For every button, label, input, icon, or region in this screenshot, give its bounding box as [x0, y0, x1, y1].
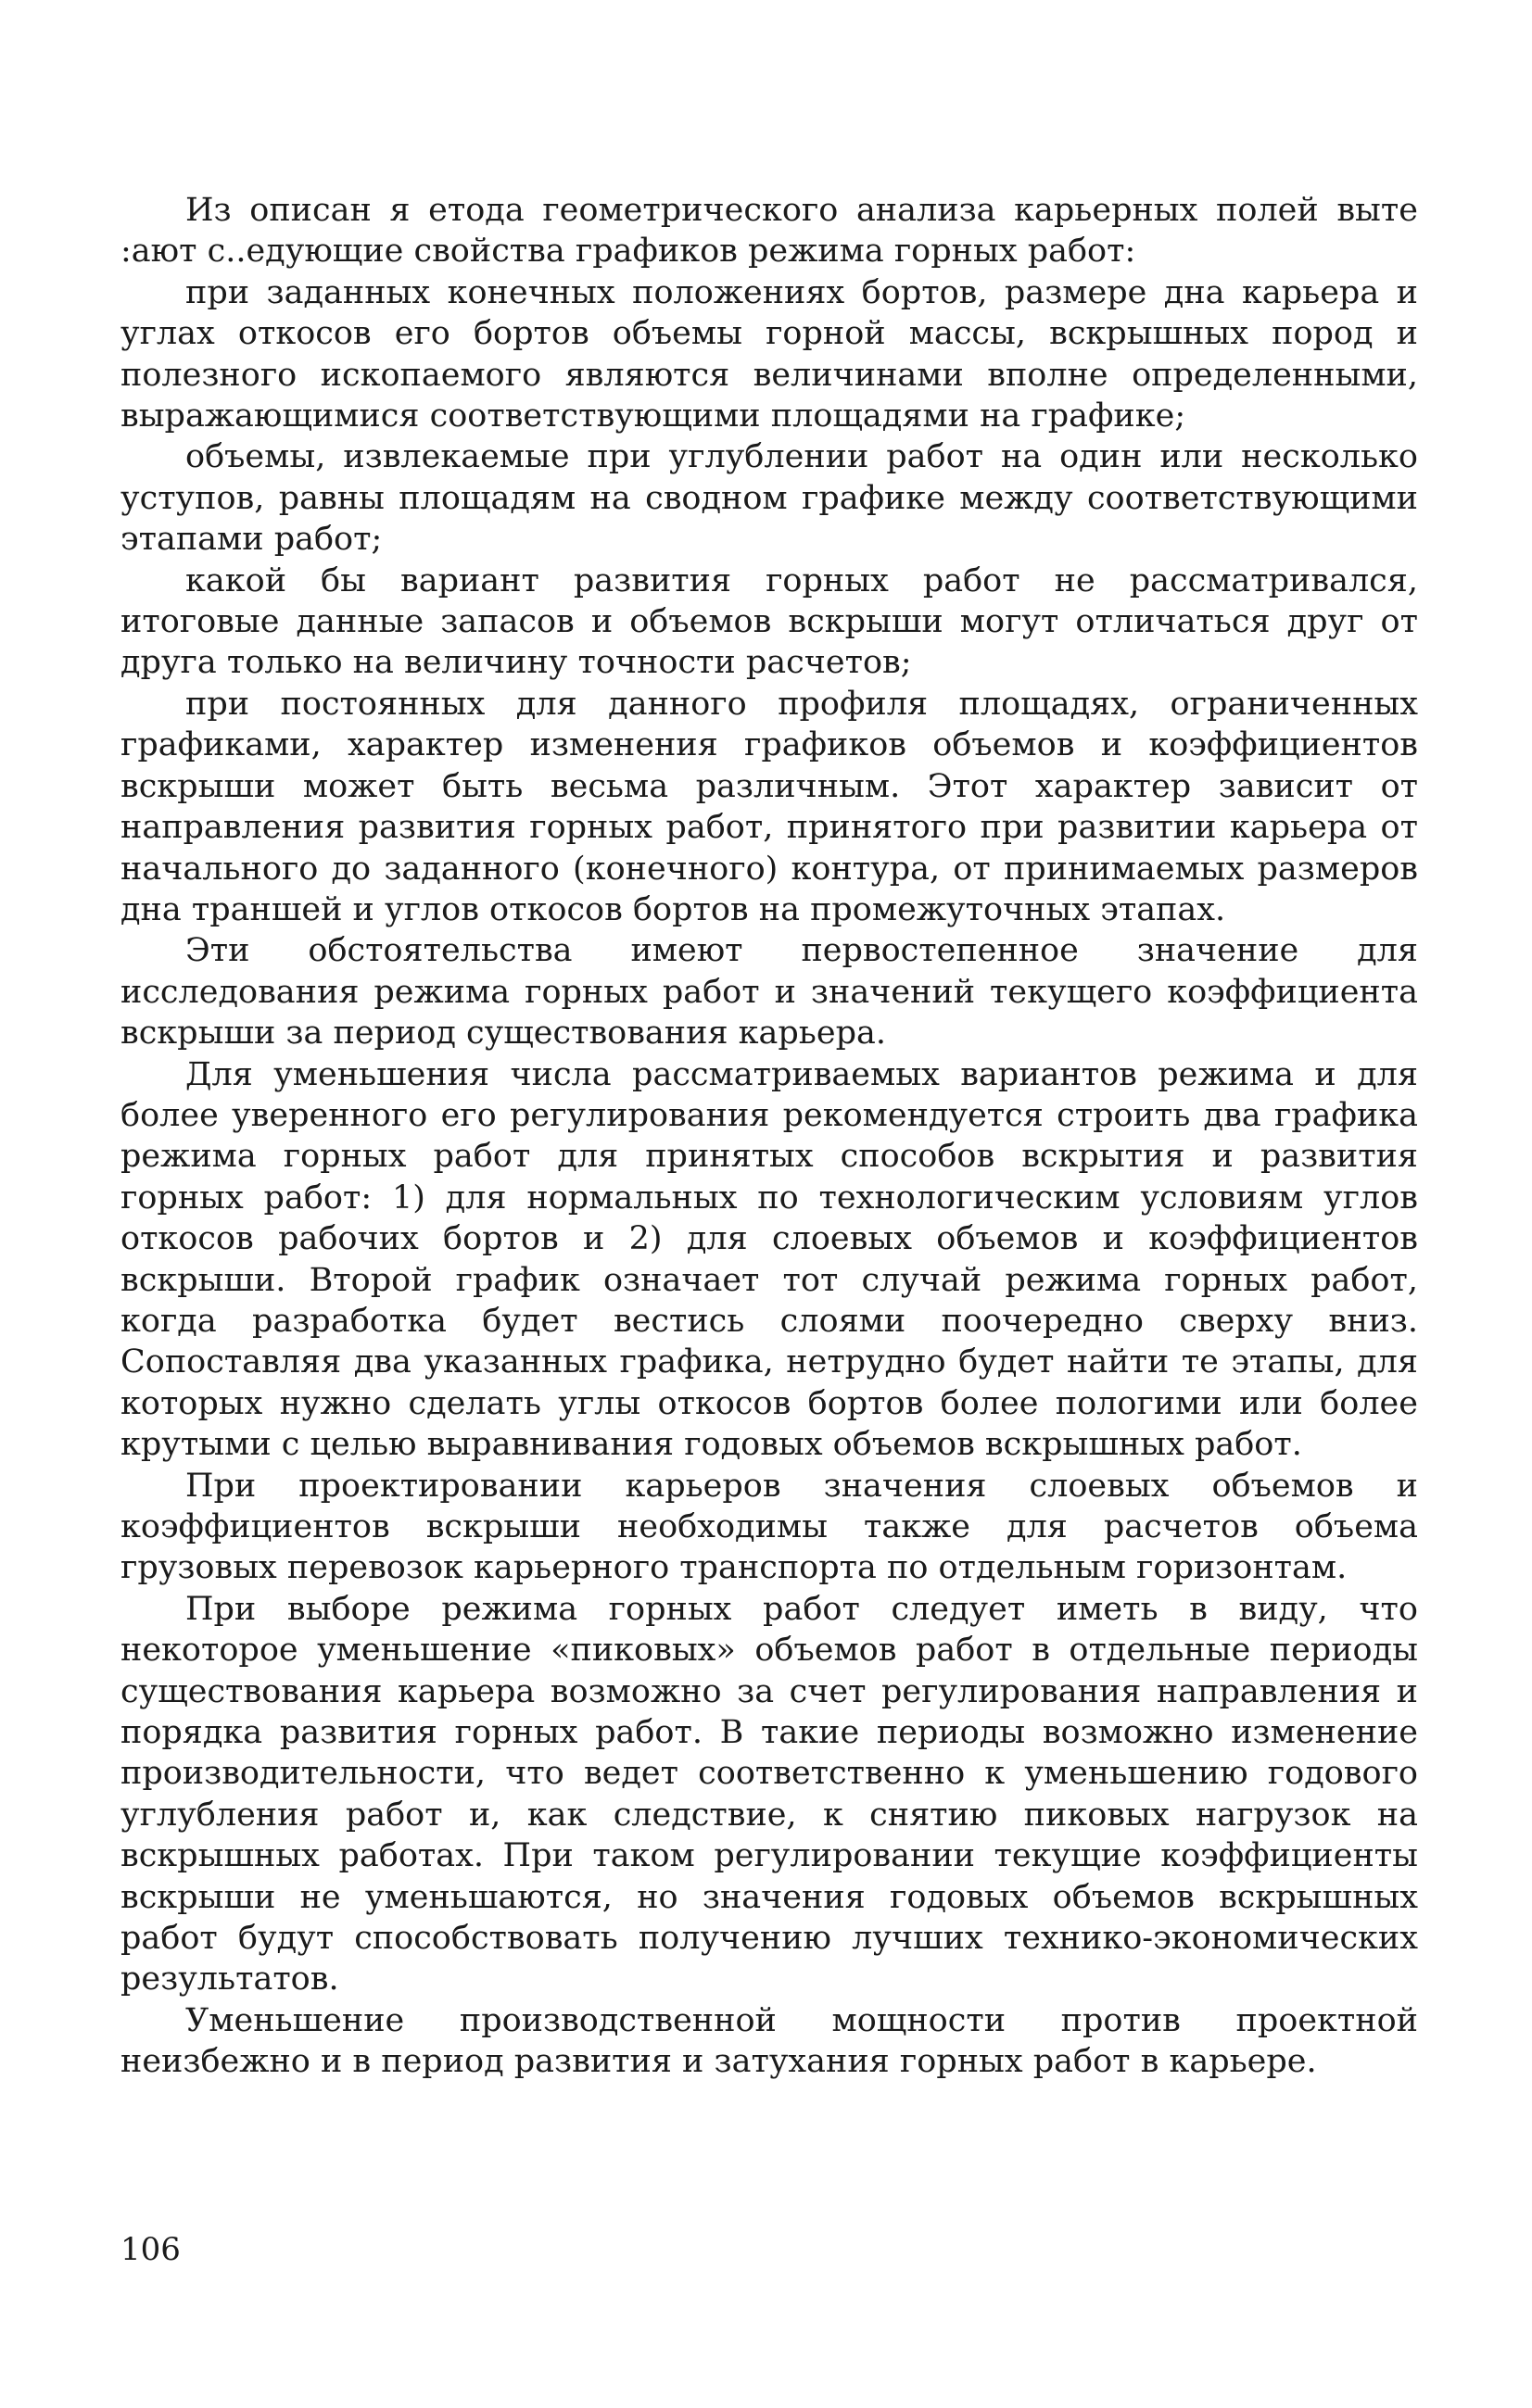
page-number: 106 — [120, 2231, 181, 2268]
paragraph-3: объемы, извлекаемые при углублении работ на один или несколько уступов, равны площадям на сводном графике между соответствующими этапами работ; — [120, 438, 1418, 559]
paragraph-9: При выборе режима горных работ следует иметь в виду, что некоторое уменьшение «пиковых» объемов работ в отдельные периоды существования карьера возможно за счет регулирования направления и порядка развития горных работ. В такие периоды возможно изменение производительности, что ведет соответственно к уменьшению годового углубления работ и, как следствие, к снятию пиковых нагрузок на вскрышных работах. При таком регулировании текущие коэффициенты вскрыши не уменьшаются, но значения годовых объемов вскрышных работ будут способствовать получению лучших технико-экономических результатов. — [120, 1590, 1418, 1998]
page-body — [120, 190, 1418, 2083]
paragraph-5: при постоянных для данного профиля площадях, ограниченных графиками, характер изменения графиков объемов и коэффициентов вскрыши может быть весьма различным. Этот характер зависит от направления развития горных работ, принятого при развитии карьера от начального до заданного (конечного) контура, от принимаемых размеров дна траншей и углов откосов бортов на промежуточных этапах. — [120, 685, 1418, 928]
paragraph-8: При проектировании карьеров значения слоевых объемов и коэффициентов вскрыши необходимы также для расчетов объема грузовых перевозок карьерного транспорта по отдельным горизонтам. — [120, 1467, 1418, 1587]
paragraph-6: Эти обстоятельства имеют первостепенное значение для исследования режима горных работ и значений текущего коэффициента вскрыши за период существования карьера. — [120, 932, 1418, 1053]
paragraph-7: Для уменьшения числа рассматриваемых вариантов режима и для более уверенного его регулирования рекомендуется строить два графика режима горных работ для принятых способов вскрытия и развития горных работ: 1) для нормальных по технологическим условиям углов откосов рабочих бортов и 2) для слоевых объемов и коэффициентов вскрыши. Второй график означает тот случай режима горных работ, когда разработка будет вестись слоями поочередно сверху вниз. Сопоставляя два указанных графика, нетрудно будет найти те этапы, для которых нужно сделать углы откосов бортов более пологими или более крутыми с целью выравнивания годовых объемов вскрышных работ. — [120, 1055, 1418, 1464]
paragraph-1: Из описан я етода геометрического анализа карьерных полей выте :ают с..едующие свойства графиков режима горных работ: — [120, 192, 1418, 271]
paragraph-10: Уменьшение производственной мощности против проектной неизбежно и в период развития и затухания горных работ в карьере. — [120, 2001, 1418, 2081]
paragraph-4: какой бы вариант развития горных работ не рассматривался, итоговые данные запасов и объемов вскрыши могут отличаться друг от друга только на величину точности расчетов; — [120, 561, 1418, 682]
paragraph-2: при заданных конечных положениях бортов, размере дна карьера и углах откосов его бортов объемы горной массы, вскрышных пород и полезного ископаемого являются величинами вполне определенными, выражающимися соответствующими площадями на графике; — [120, 273, 1418, 435]
